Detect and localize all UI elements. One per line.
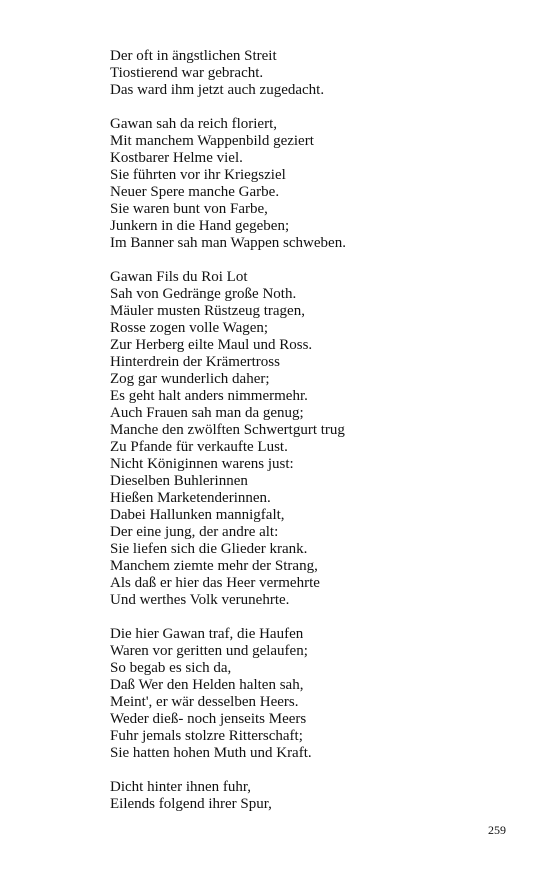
verse-line: Daß Wer den Helden halten sah, [110, 677, 304, 693]
verse-line: Sie führten vor ihr Kriegsziel [110, 167, 286, 183]
verse-line: Gawan sah da reich floriert, [110, 116, 278, 132]
stanza-5 [110, 779, 510, 813]
verse-line: Nicht Königinnen warens just: [110, 456, 294, 472]
verse-line: Als daß er hier das Heer vermehrte [110, 575, 320, 591]
verse-line: Dieselben Buhlerinnen [110, 473, 248, 489]
verse-line: Gawan Fils du Roi Lot [110, 269, 248, 285]
verse-line: Und werthes Volk verunehrte. [110, 592, 290, 608]
stanza-4 [110, 626, 510, 762]
poem-text [110, 48, 510, 830]
verse-line: Weder dieß- noch jenseits Meers [110, 711, 307, 727]
verse-line: Eilends folgend ihrer Spur, [110, 796, 272, 812]
verse-line: Auch Frauen sah man da genug; [110, 405, 304, 421]
verse-line: Die hier Gawan traf, die Haufen [110, 626, 304, 642]
verse-line: Kostbarer Helme viel. [110, 150, 243, 166]
verse-line: Dabei Hallunken mannigfalt, [110, 507, 285, 523]
verse-line: Im Banner sah man Wappen schweben. [110, 235, 346, 251]
stanza-1 [110, 48, 510, 99]
verse-line: Meint', er wär desselben Heers. [110, 694, 299, 710]
verse-line: Tiostierend war gebracht. [110, 65, 264, 81]
stanza-2 [110, 116, 510, 252]
verse-line: Neuer Spere manche Garbe. [110, 184, 280, 200]
verse-line: Der oft in ängstlichen Streit [110, 48, 277, 64]
verse-line: Manche den zwölften Schwertgurt trug [110, 422, 345, 438]
verse-line: Zu Pfande für verkaufte Lust. [110, 439, 288, 455]
verse-line: Fuhr jemals stolzre Ritterschaft; [110, 728, 303, 744]
verse-line: Mäuler musten Rüstzeug tragen, [110, 303, 305, 319]
verse-line: Zur Herberg eilte Maul und Ross. [110, 337, 313, 353]
verse-line: Hinterdrein der Krämertross [110, 354, 280, 370]
verse-line: So begab es sich da, [110, 660, 232, 676]
verse-line: Waren vor geritten und gelaufen; [110, 643, 308, 659]
verse-line: Das ward ihm jetzt auch zugedacht. [110, 82, 325, 98]
verse-line: Es geht halt anders nimmermehr. [110, 388, 308, 404]
verse-line: Manchem ziemte mehr der Strang, [110, 558, 318, 574]
verse-line: Junkern in die Hand gegeben; [110, 218, 290, 234]
verse-line: Dicht hinter ihnen fuhr, [110, 779, 252, 795]
verse-line: Mit manchem Wappenbild geziert [110, 133, 314, 149]
verse-line: Sie hatten hohen Muth und Kraft. [110, 745, 312, 761]
verse-line: Rosse zogen volle Wagen; [110, 320, 269, 336]
verse-line: Der eine jung, der andre alt: [110, 524, 279, 540]
verse-line: Sie waren bunt von Farbe, [110, 201, 268, 217]
verse-line: Zog gar wunderlich daher; [110, 371, 270, 387]
verse-line: Sie liefen sich die Glieder krank. [110, 541, 308, 557]
stanza-3 [110, 269, 510, 609]
verse-line: Hießen Marketenderinnen. [110, 490, 271, 506]
page-number: 259 [488, 823, 506, 837]
verse-line: Sah von Gedränge große Noth. [110, 286, 297, 302]
